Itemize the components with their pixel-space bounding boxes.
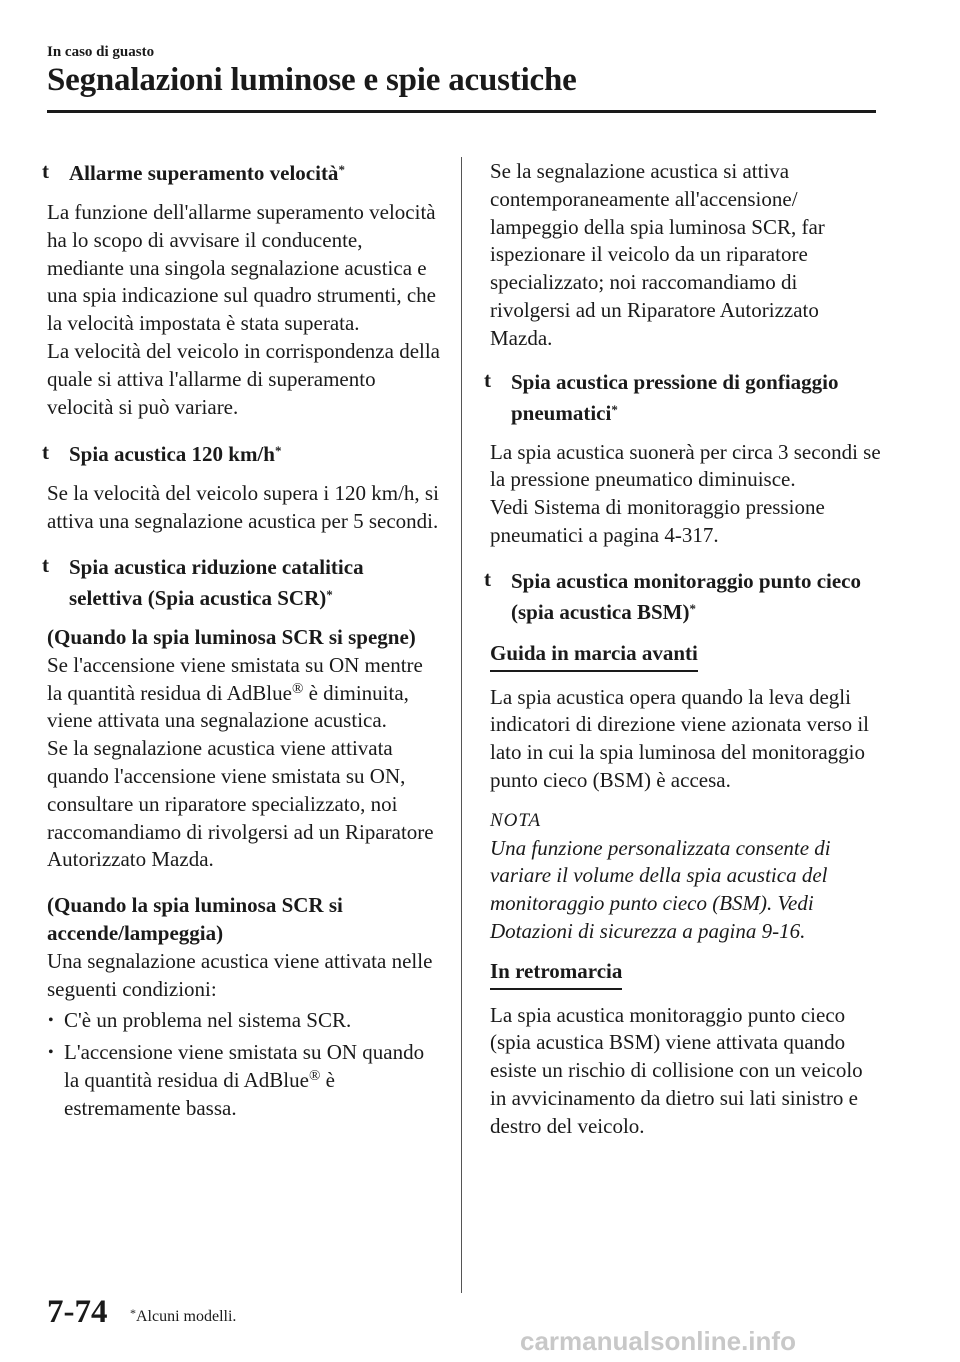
right-column [484, 158, 882, 1149]
speed-alarm-title: Allarme superamento velocità [69, 161, 339, 185]
header-section-label: In caso di guasto [47, 44, 155, 60]
bsm-title: Spia acustica monitoraggio punto cieco (spia acustica BSM) [511, 568, 861, 624]
reverse-paragraph: La spia acustica monitoraggio punto cieco (spia acustica BSM) viene attivata quando esiste un rischio di collisione con un veicolo in avvicinamento da dietro sui lati sinistro e destro del veicolo. [490, 1002, 863, 1138]
scr-off-paragraph-1: Se l'accensione viene smistata su ON mentre la quantità residua di AdBlue® è diminuita, viene attivata una segnalazione acustica. [47, 652, 423, 733]
optional-asterisk: * [326, 586, 333, 602]
bsm-heading [484, 566, 882, 628]
optional-asterisk: * [274, 443, 282, 459]
registered-mark: ® [308, 1067, 321, 1084]
speed-alarm-paragraph-1: La funzione dell'allarme superamento velocità ha lo scopo di avvisare il conducente, mediante una singola segnalazione acustica e una spia indicazione sul quadro strumenti, che la velocità impostata è stata superata. [47, 200, 436, 336]
bullet-icon: • [48, 1044, 54, 1062]
section-marker-icon: t [42, 159, 49, 183]
speed-alarm-heading [42, 158, 442, 189]
optional-asterisk: * [338, 162, 345, 177]
section-marker-icon: t [42, 440, 49, 465]
registered-mark: ® [291, 680, 304, 697]
page-title: Segnalazioni luminose e spie acustiche [47, 62, 577, 98]
note-text: Una funzione personalizzata consente di variare il volume della spia acustica del monitoraggio punto cieco (BSM). Vedi Dotazioni di sicurezza a pagina 9-16. [490, 835, 831, 943]
chime-120-paragraph: Se la velocità del veicolo supera i 120 km/h, si attiva una segnalazione acustica per 5 secondi. [47, 481, 439, 534]
section-marker-icon: t [42, 552, 49, 577]
chime-120-heading [42, 439, 442, 470]
reverse-subheading: In retromarcia [490, 958, 622, 990]
list-item: • L'accensione viene smistata su ON quando la quantità residua di AdBlue® è estremamente bassa. [48, 1040, 425, 1120]
optional-asterisk: * [611, 401, 618, 417]
scr-heading [42, 552, 442, 614]
watermark: carmanualsonline.info [520, 1326, 796, 1356]
scr-conditions-list [47, 1007, 442, 1122]
chime-120-title: Spia acustica 120 km/h [69, 442, 275, 467]
scr-on-subheading: (Quando la spia luminosa SCR si accende/lampeggia) [47, 893, 343, 945]
tire-pressure-paragraph-1: La spia acustica suonerà per circa 3 secondi se la pressione pneumatico diminuisce. [490, 439, 881, 492]
scr-off-subheading: (Quando la spia luminosa SCR si spegne) [47, 624, 416, 649]
header-divider [47, 110, 876, 113]
list-item: • C'è un problema nel sistema SCR. [47, 1007, 442, 1035]
scr-continued-paragraph: Se la segnalazione acustica si attiva contemporaneamente all'accensione/ lampeggio della spia luminosa SCR, far ispezionare il veicolo da un riparatore specializzato; noi raccomandiamo di rivolgersi ad un Riparatore Autorizzato Mazda. [490, 159, 825, 350]
column-divider [461, 157, 462, 1293]
tire-pressure-title: Spia acustica pressione di gonfiaggio pneumatici [511, 369, 839, 425]
section-marker-icon: t [484, 566, 491, 591]
tire-pressure-heading [484, 367, 882, 429]
forward-driving-subheading: Guida in marcia avanti [490, 640, 698, 672]
scr-on-paragraph: Una segnalazione acustica viene attivata nelle seguenti condizioni: [47, 948, 433, 1001]
speed-alarm-paragraph-2: La velocità del veicolo in corrispondenza della quale si attiva l'allarme di superamento velocità si può variare. [47, 338, 441, 419]
tire-pressure-paragraph-2: Vedi Sistema di monitoraggio pressione pneumatici a pagina 4-317. [490, 495, 825, 547]
section-marker-icon: t [484, 367, 491, 392]
bullet-icon: • [48, 1012, 54, 1030]
optional-asterisk: * [689, 600, 696, 616]
footnote: *Alcuni modelli. [130, 1306, 237, 1325]
scr-title: Spia acustica riduzione catalitica selettiva (Spia acustica SCR) [69, 554, 364, 610]
left-column [42, 158, 442, 1127]
page-number: 7-74 [47, 1294, 108, 1330]
note-label: NOTA [490, 809, 542, 831]
forward-driving-paragraph: La spia acustica opera quando la leva degli indicatori di direzione viene azionata verso il lato in cui la spia luminosa del monitoraggio punto cieco (BSM) è accesa. [490, 684, 870, 792]
scr-off-paragraph-2: Se la segnalazione acustica viene attivata quando l'accensione viene smistata su ON, consultare un riparatore specializzato, noi raccomandiamo di rivolgersi ad un Riparatore Autorizzato Mazda. [47, 736, 434, 872]
